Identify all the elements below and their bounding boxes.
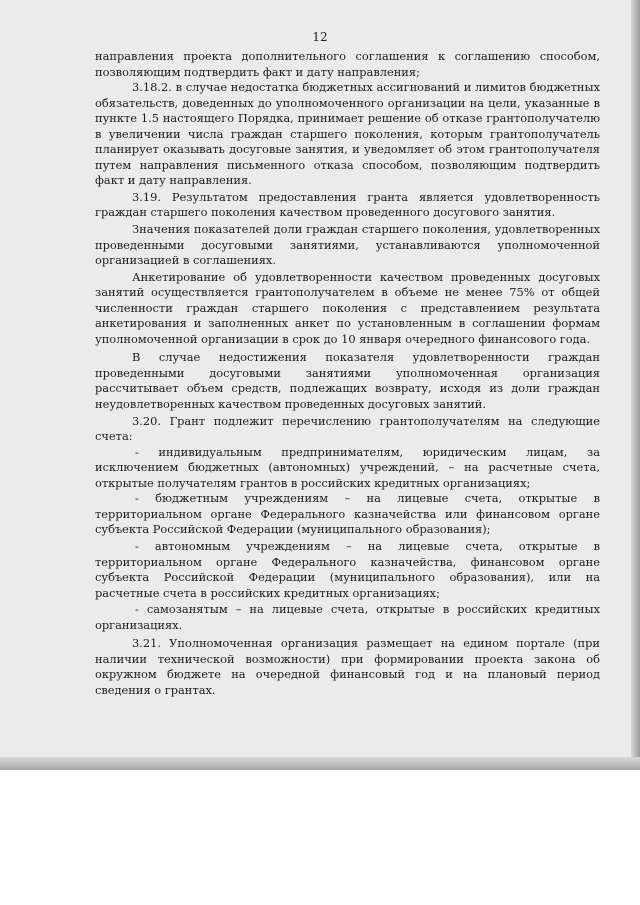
paragraph-indicator-values: Значения показателей доли граждан старшего поколения, удовлетворенных проведенными досуговыми занятиями, устанавливаются уполномоченной организацией в соглашениях. [95, 222, 600, 268]
paragraph-3-21: 3.21. Уполномоченная организация размещает на едином портале (при наличии технической возможности) при формировании проекта закона об окружном бюджете на очередной финансовый год и на плановый период сведения о грантах. [95, 636, 600, 697]
paragraph-3-20: 3.20. Грант подлежит перечислению грантополучателям на следующие счета: [95, 413, 600, 444]
document-body [95, 49, 600, 698]
list-item-self-employed: - самозанятым – на лицевые счета, открытые в российских кредитных организациях. [95, 602, 600, 632]
paragraph-continuation: направления проекта дополнительного соглашения к соглашению способом, позволяющим подтвердить факт и дату направления; [95, 49, 600, 79]
paragraph-refund: В случае недостижения показателя удовлетворенности граждан проведенными досуговыми занятиями уполномоченная организация рассчитывает объем средств, подлежащих возврату, исходя из доли граждан неудовлетворенных качеством проведенных досуговых занятий. [95, 350, 600, 412]
paragraph-3-18-2: 3.18.2. в случае недостатка бюджетных ассигнований и лимитов бюджетных обязательств, доведенных до уполномоченного организации на цели, указанные в пункте 1.5 настоящего Порядка, принимает решение об отказе грантополучателю в увеличении числа граждан старшего поколения, которым грантополучатель планирует оказывать досуговые занятия, и уведомляет об этом грантополучателя путем направления письменного отказа способом, позволяющим подтвердить факт и дату направления. [95, 80, 600, 188]
page-number: 12 [312, 30, 328, 44]
list-item-autonomous-institutions: - автономным учреждениям – на лицевые счета, открытые в территориальном органе Федерального казначейства, финансовом органе субъекта Российской Федерации (муниципального образования), или на расчетные счета в российских кредитных организациях; [95, 538, 600, 600]
scan-edge-shadow-bottom [0, 757, 640, 770]
paragraph-3-19: 3.19. Результатом предоставления гранта является удовлетворенность граждан старшего поколения качеством проведенного досугового занятия. [95, 189, 600, 220]
list-item-entrepreneurs: - индивидуальным предпринимателям, юридическим лицам, за исключением бюджетных (автономных) учреждений, – на расчетные счета, открытые получателям грантов в российских кредитных организациях; [95, 444, 600, 490]
paragraph-survey: Анкетирование об удовлетворенности качеством проведенных досуговых занятий осуществляется грантополучателем в объеме не менее 75% от общей численности граждан старшего поколения с представлением результата анкетирования и заполненных анкет по установленным в соглашении формам уполномоченной организации в срок до 10 января очередного финансового года. [95, 269, 600, 346]
list-item-budget-institutions: - бюджетным учреждениям – на лицевые счета, открытые в территориальном органе Федерального казначейства или финансовом органе субъекта Российской Федерации (муниципального образования); [95, 491, 600, 537]
scan-edge-shadow-right [631, 0, 640, 770]
blank-margin [0, 770, 640, 905]
